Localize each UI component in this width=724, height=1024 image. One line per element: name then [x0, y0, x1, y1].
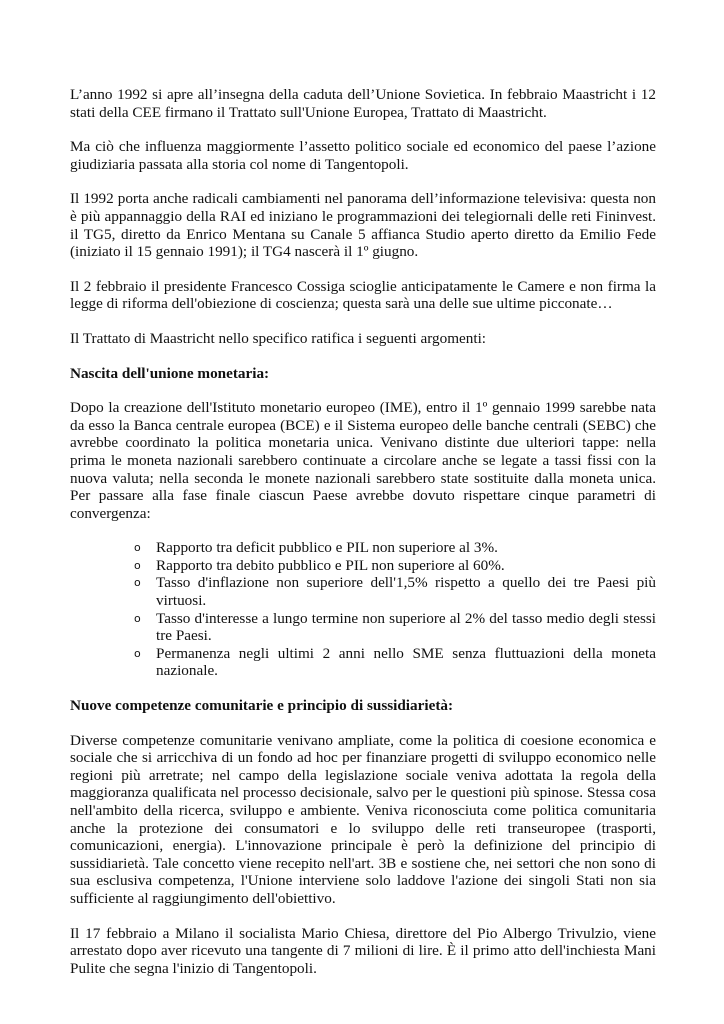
list-item: o Rapporto tra debito pubblico e PIL non superiore al 60%. — [134, 556, 505, 574]
paragraph-tangentopoli: Ma ciò che influenza maggiormente l’assetto politico sociale ed economico del paese l’azione giudiziaria passata alla storia col nome di Tangentopoli. — [70, 138, 656, 173]
circle-bullet-icon: o — [134, 611, 141, 625]
circle-bullet-icon: o — [134, 541, 141, 555]
heading-subsidiarity: Nuove competenze comunitarie e principio di sussidiarietà: — [70, 697, 454, 715]
document-page — [70, 86, 656, 994]
list-item: o Rapporto tra deficit pubblico e PIL non superiore al 3%. — [134, 539, 498, 557]
convergence-parameters-list — [70, 539, 656, 680]
list-item: o Permanenza negli ultimi 2 anni nello SME senza fluttuazioni della moneta nazionale. — [134, 644, 656, 680]
circle-bullet-icon: o — [134, 646, 141, 660]
list-item: o Tasso d'inflazione non superiore dell'1,5% rispetto a quello dei tre Paesi più virtuosi. — [134, 574, 656, 610]
heading-monetary-union: Nascita dell'unione monetaria: — [70, 364, 270, 382]
paragraph-mario-chiesa: Il 17 febbraio a Milano il socialista Mario Chiesa, direttore del Pio Albergo Trivulzio, viene arrestato dopo aver ricevuto una tangente di 7 milioni di lire. È il primo atto dell'inchiesta Mani Pulite che segna l'inizio di Tangentopoli. — [70, 924, 656, 977]
paragraph-subsidiarity: Diverse competenze comunitarie venivano ampliate, come la politica di coesione economica e sociale che si arricchiva di un fondo ad hoc per finanziare progetti di sviluppo economico nelle regioni più arretrate; nel campo della legislazione sociale veniva adottata la regola della maggioranza qualificata nel processo decisionale, salvo per le questioni più spinose. Stessa cosa nell'ambito della ricerca, sviluppo e ambiente. Veniva riconosciuta come politica comunitaria anche la protezione dei consumatori e lo sviluppo delle reti transeuropee (trasporti, comunicazioni, energia). L'innovazione principale è però la definizione del principio di sussidiarietà. Tale concetto viene recepito nell'art. 3B e sostiene che, nei settori che non sono di sua esclusiva competenza, l'Unione interviene solo laddove l'azione dei singoli Stati non sia sufficiente al raggiungimento dell'obiettivo. — [70, 731, 656, 907]
paragraph-cossiga: Il 2 febbraio il presidente Francesco Cossiga scioglie anticipatamente le Camere e non firma la legge di riforma dell'obiezione di coscienza; questa sarà una delle sue ultime picconate… — [70, 277, 656, 313]
circle-bullet-icon: o — [134, 576, 141, 590]
paragraph-television: Il 1992 porta anche radicali cambiamenti nel panorama dell’informazione televisiva: questa non è più appannaggio della RAI ed iniziano le programmazioni dei telegiornali delle reti Fininvest. il TG5, diretto da Enrico Mentana su Canale 5 affianca Studio aperto diretto da Emilio Fede (iniziato il 15 gennaio 1991); il TG4 nascerà il 1º giugno. — [70, 190, 656, 261]
paragraph-monetary-union: Dopo la creazione dell'Istituto monetario europeo (IME), entro il 1º gennaio 1999 sarebbe nata da esso la Banca centrale europea (BCE) e il Sistema europeo delle banche centrali (SEBC) che avrebbe coordinato la politica monetaria unica. Venivano distinte due ulteriori tappe: nella prima le moneta nazionali sarebbero continuate a circolare anche se legate a tassi fissi con la nuova valuta; nella seconda le monete nazionali sarebbero state sostituite dalla moneta unica. Per passare alla fase finale ciascun Paese avrebbe dovuto rispettare cinque parametri di convergenza: — [70, 399, 656, 522]
paragraph-1991-soviet: L’anno 1992 si apre all’insegna della caduta dell’Unione Sovietica. In febbraio Maastricht i 12 stati della CEE firmano il Trattato sull'Unione Europea, Trattato di Maastricht. — [70, 86, 656, 121]
circle-bullet-icon: o — [134, 558, 141, 572]
list-item: o Tasso d'interesse a lungo termine non superiore al 2% del tasso medio degli stessi tre Paesi. — [134, 609, 656, 645]
paragraph-maastricht-intro: Il Trattato di Maastricht nello specifico ratifica i seguenti argomenti: — [70, 329, 487, 347]
